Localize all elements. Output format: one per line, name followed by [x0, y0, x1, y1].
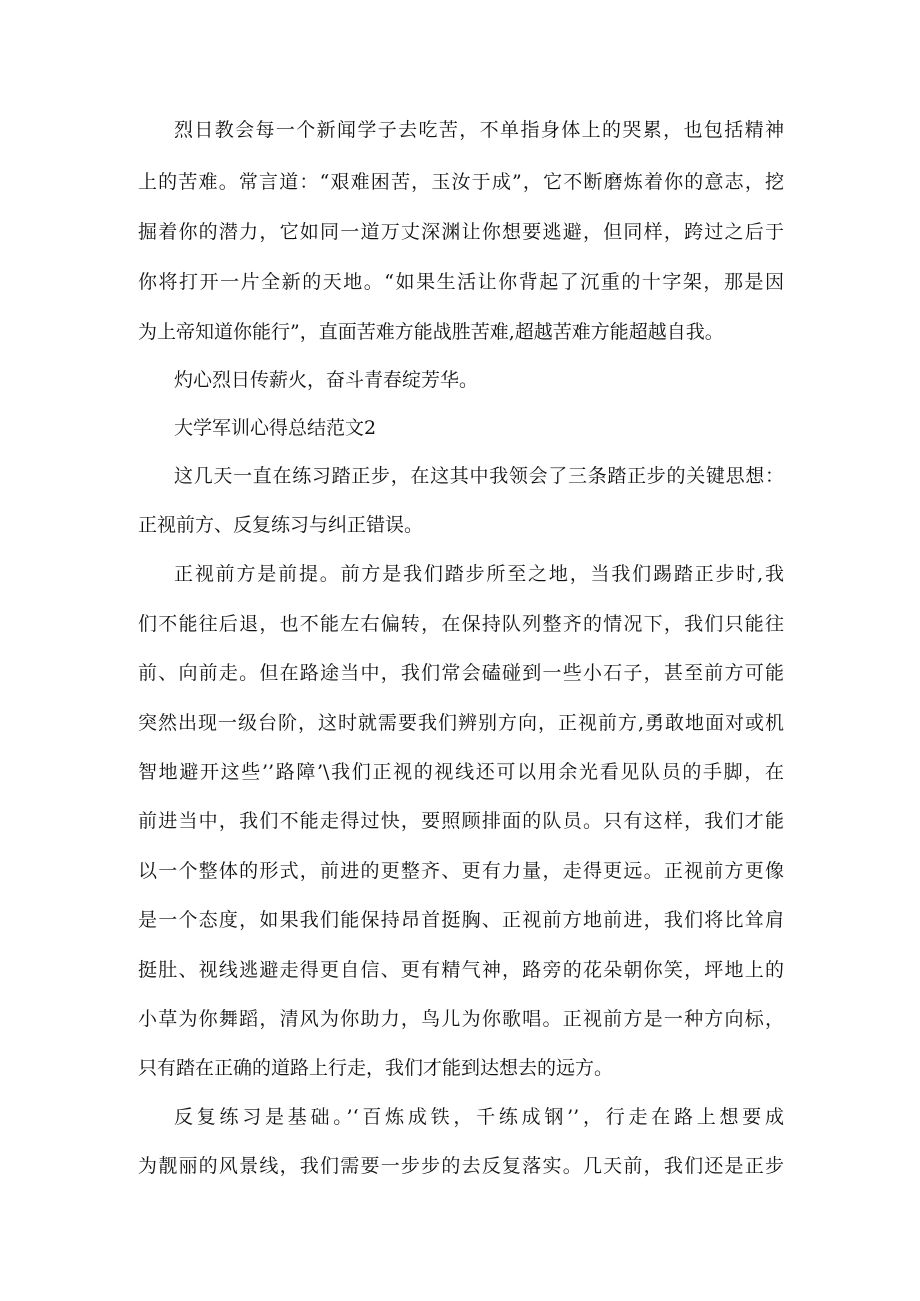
- paragraph-4-line-3: 前、向前走。但在路途当中，我们常会磕碰到一些小石子，甚至前方可能: [138, 662, 784, 684]
- paragraph-1-line-2: 上的苦难。常言道：“艰难困苦，玉汝于成”，它不断磨炼着你的意志，挖: [138, 171, 784, 193]
- paragraph-5-line-2: 为靓丽的风景线，我们需要一步步的去反复落实。几天前，我们还是正步: [138, 1155, 784, 1177]
- paragraph-3-line-2: 正视前方、反复练习与纠正错误。: [138, 514, 424, 536]
- paragraph-4-line-10: 小草为你舞蹈，清风为你助力，鸟儿为你歌唱。正视前方是一种方向标，: [138, 1008, 784, 1030]
- paragraph-4-line-5: 智地避开这些’’路障’\我们正视的视线还可以用余光看见队员的手脚，在: [138, 761, 784, 783]
- paragraph-4-line-11: 只有踏在正确的道路上行走，我们才能到达想去的远方。: [138, 1057, 614, 1079]
- paragraph-4-line-2: 们不能往后退，也不能左右偏转，在保持队列整齐的情况下，我们只能往: [138, 613, 784, 635]
- paragraph-1-line-3: 掘着你的潜力，它如同一道万丈深渊让你想要逃避，但同样，跨过之后于: [138, 221, 784, 243]
- paragraph-4-line-9: 挺肚、视线逃避走得更自信、更有精气神，路旁的花朵朝你笑，坪地上的: [138, 959, 784, 981]
- paragraph-5-line-1: 反复练习是基础。’‘百炼成铁，千练成钢’’，行走在路上想要成: [174, 1106, 784, 1128]
- paragraph-1-line-5: 为上帝知道你能行”，直面苦难方能战胜苦难,超越苦难方能超越自我。: [138, 321, 724, 343]
- paragraph-1-line-1: 烈日教会每一个新闻学子去吃苦，不单指身体上的哭累，也包括精神: [174, 119, 784, 141]
- paragraph-4-line-6: 前进当中，我们不能走得过快，要照顾排面的队员。只有这样，我们才能: [138, 810, 784, 832]
- paragraph-4-line-8: 是一个态度，如果我们能保持昂首挺胸、正视前方地前进，我们将比耸肩: [138, 909, 784, 931]
- paragraph-1-line-4: 你将打开一片全新的天地。“如果生活让你背起了沉重的十字架，那是因: [138, 271, 784, 293]
- paragraph-4-line-1: 正视前方是前提。前方是我们踏步所至之地，当我们踢踏正步时,我: [174, 563, 784, 585]
- paragraph-4-line-4: 突然出现一级台阶，这时就需要我们辨别方向，正视前方,勇敢地面对或机: [138, 712, 784, 734]
- section-heading: 大学军训心得总结范文2: [174, 417, 377, 439]
- paragraph-2-line-1: 灼心烈日传薪火，奋斗青春绽芳华。: [174, 369, 479, 391]
- paragraph-3-line-1: 这几天一直在练习踏正步，在这其中我领会了三条踏正步的关键思想：: [174, 465, 784, 487]
- paragraph-4-line-7: 以一个整体的形式，前进的更整齐、更有力量，走得更远。正视前方更像: [138, 860, 784, 882]
